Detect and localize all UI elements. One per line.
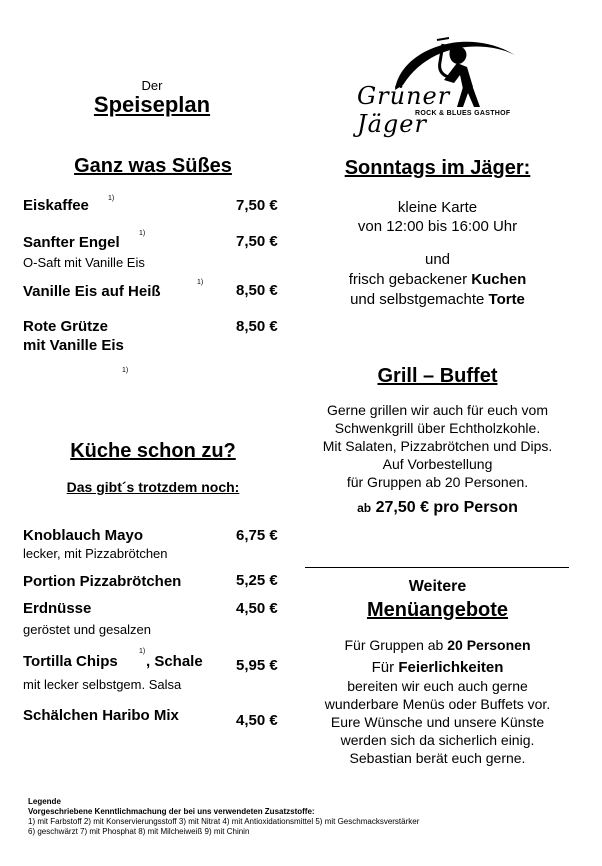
- sunday-line: von 12:00 bis 16:00 Uhr: [357, 218, 518, 235]
- menu-item-name: Sanfter Engel: [23, 234, 120, 251]
- logo-name: Grüner Jäger: [357, 82, 451, 138]
- grill-line: Auf Vorbestellung: [382, 456, 493, 472]
- sunday-highlight: Kuchen: [471, 271, 527, 288]
- menu-item-price: 8,50 €: [236, 282, 278, 299]
- more-line: bereiten wir euch auch gerne: [347, 678, 528, 694]
- menu-item-name-rest: , Schale: [146, 653, 203, 670]
- sunday-line: kleine Karte: [397, 199, 478, 216]
- grill-price-prefix: ab: [357, 501, 372, 515]
- menu-item-description: geröstet und gesalzen: [23, 622, 151, 637]
- menu-item-name: Tortilla Chips: [23, 653, 118, 670]
- menu-item-name: Schälchen Haribo Mix: [23, 707, 179, 724]
- menu-item-price: 5,95 €: [236, 657, 278, 674]
- more-line: werden sich da sicherlich einig.: [340, 732, 535, 748]
- footnote-marker: 1): [122, 367, 129, 374]
- footnote-marker: 1): [139, 648, 146, 655]
- grill-line: Schwenkgrill über Echtholzkohle.: [334, 420, 541, 436]
- menu-item-description: mit lecker selbstgem. Salsa: [23, 677, 182, 692]
- menu-item-name-line2: mit Vanille Eis: [23, 337, 124, 354]
- menu-item-description: lecker, mit Pizzabrötchen: [23, 546, 168, 561]
- logo: [355, 30, 525, 138]
- legend: [28, 797, 598, 837]
- menu-item-name: Vanille Eis auf Heiß: [23, 283, 161, 300]
- more-text: Für Gruppen ab: [344, 637, 448, 653]
- more-line: Eure Wünsche und unsere Künste: [330, 714, 545, 730]
- legend-title: Legende: [28, 797, 61, 806]
- grill-price: 27,50 € pro Person: [375, 499, 518, 516]
- more-weitere: Weitere: [408, 578, 467, 595]
- grill-line: Gerne grillen wir auch für euch vom: [327, 402, 548, 418]
- menu-item-price: 7,50 €: [236, 233, 278, 250]
- footnote-marker: 1): [108, 195, 115, 202]
- grill-description: [290, 401, 585, 491]
- menu-item-name: Portion Pizzabrötchen: [23, 573, 182, 590]
- menu-item-name: Knoblauch Mayo: [23, 527, 144, 544]
- more-heading: Menüangebote: [366, 599, 509, 621]
- grill-line: für Gruppen ab 20 Personen.: [346, 474, 529, 490]
- sunday-line: [305, 271, 570, 288]
- menu-item-price: 4,50 €: [236, 712, 278, 729]
- menu-item-price: 4,50 €: [236, 600, 278, 617]
- legend-line: 6) geschwärzt 7) mit Phosphat 8) mit Milcheiweiß 9) mit Chinin: [28, 827, 250, 836]
- more-highlight: Feierlichkeiten: [398, 659, 504, 676]
- footnote-marker: 1): [139, 230, 146, 237]
- grill-heading: Grill – Buffet: [377, 365, 498, 387]
- more-line: wunderbare Menüs oder Buffets vor.: [324, 696, 551, 712]
- footnote-marker: 1): [197, 279, 204, 286]
- menu-item-price: 6,75 €: [236, 527, 278, 544]
- sunday-highlight: Torte: [488, 291, 525, 308]
- more-groups: [305, 636, 570, 654]
- kitchen-heading: Küche schon zu?: [70, 440, 236, 462]
- sweets-heading: Ganz was Süßes: [74, 155, 232, 177]
- menu-item-price: 8,50 €: [236, 318, 278, 335]
- grill-line: Mit Salaten, Pizzabrötchen und Dips.: [322, 438, 553, 454]
- legend-intro: Vorgeschriebene Kenntlichmachung der bei uns verwendeten Zusatzstoffe:: [28, 807, 315, 816]
- more-highlight: 20 Personen: [447, 637, 531, 653]
- sunday-line: und: [424, 251, 451, 268]
- menu-item-price: 7,50 €: [236, 197, 278, 214]
- menu-item-name: Erdnüsse: [23, 600, 92, 617]
- menu-item-description: O-Saft mit Vanille Eis: [23, 255, 145, 270]
- header-der: Der: [141, 78, 163, 93]
- sunday-text: frisch gebackener: [348, 271, 472, 288]
- menu-item-name: Eiskaffee: [23, 197, 89, 214]
- sunday-line: [305, 291, 570, 308]
- more-text: Für: [371, 659, 399, 676]
- kitchen-subheading: Das gibt´s trotzdem noch:: [66, 479, 240, 495]
- section-divider: [305, 567, 569, 568]
- sunday-heading: Sonntags im Jäger:: [344, 157, 531, 179]
- more-line: [290, 659, 585, 677]
- more-description: [290, 659, 585, 767]
- menu-item-price: 5,25 €: [236, 572, 278, 589]
- sunday-text: und selbstgemachte: [350, 291, 489, 308]
- logo-tagline: ROCK & BLUES GASTHOF: [415, 110, 511, 117]
- legend-line: 1) mit Farbstoff 2) mit Konservierungsstoff 3) mit Nitrat 4) mit Antioxidationsmittel 5) mit Geschmacksverstärker: [28, 817, 420, 826]
- page-title: Speiseplan: [93, 92, 211, 117]
- grill-price-line: [305, 499, 570, 517]
- more-line: Sebastian berät euch gerne.: [349, 750, 526, 766]
- menu-item-name: Rote Grütze: [23, 318, 109, 335]
